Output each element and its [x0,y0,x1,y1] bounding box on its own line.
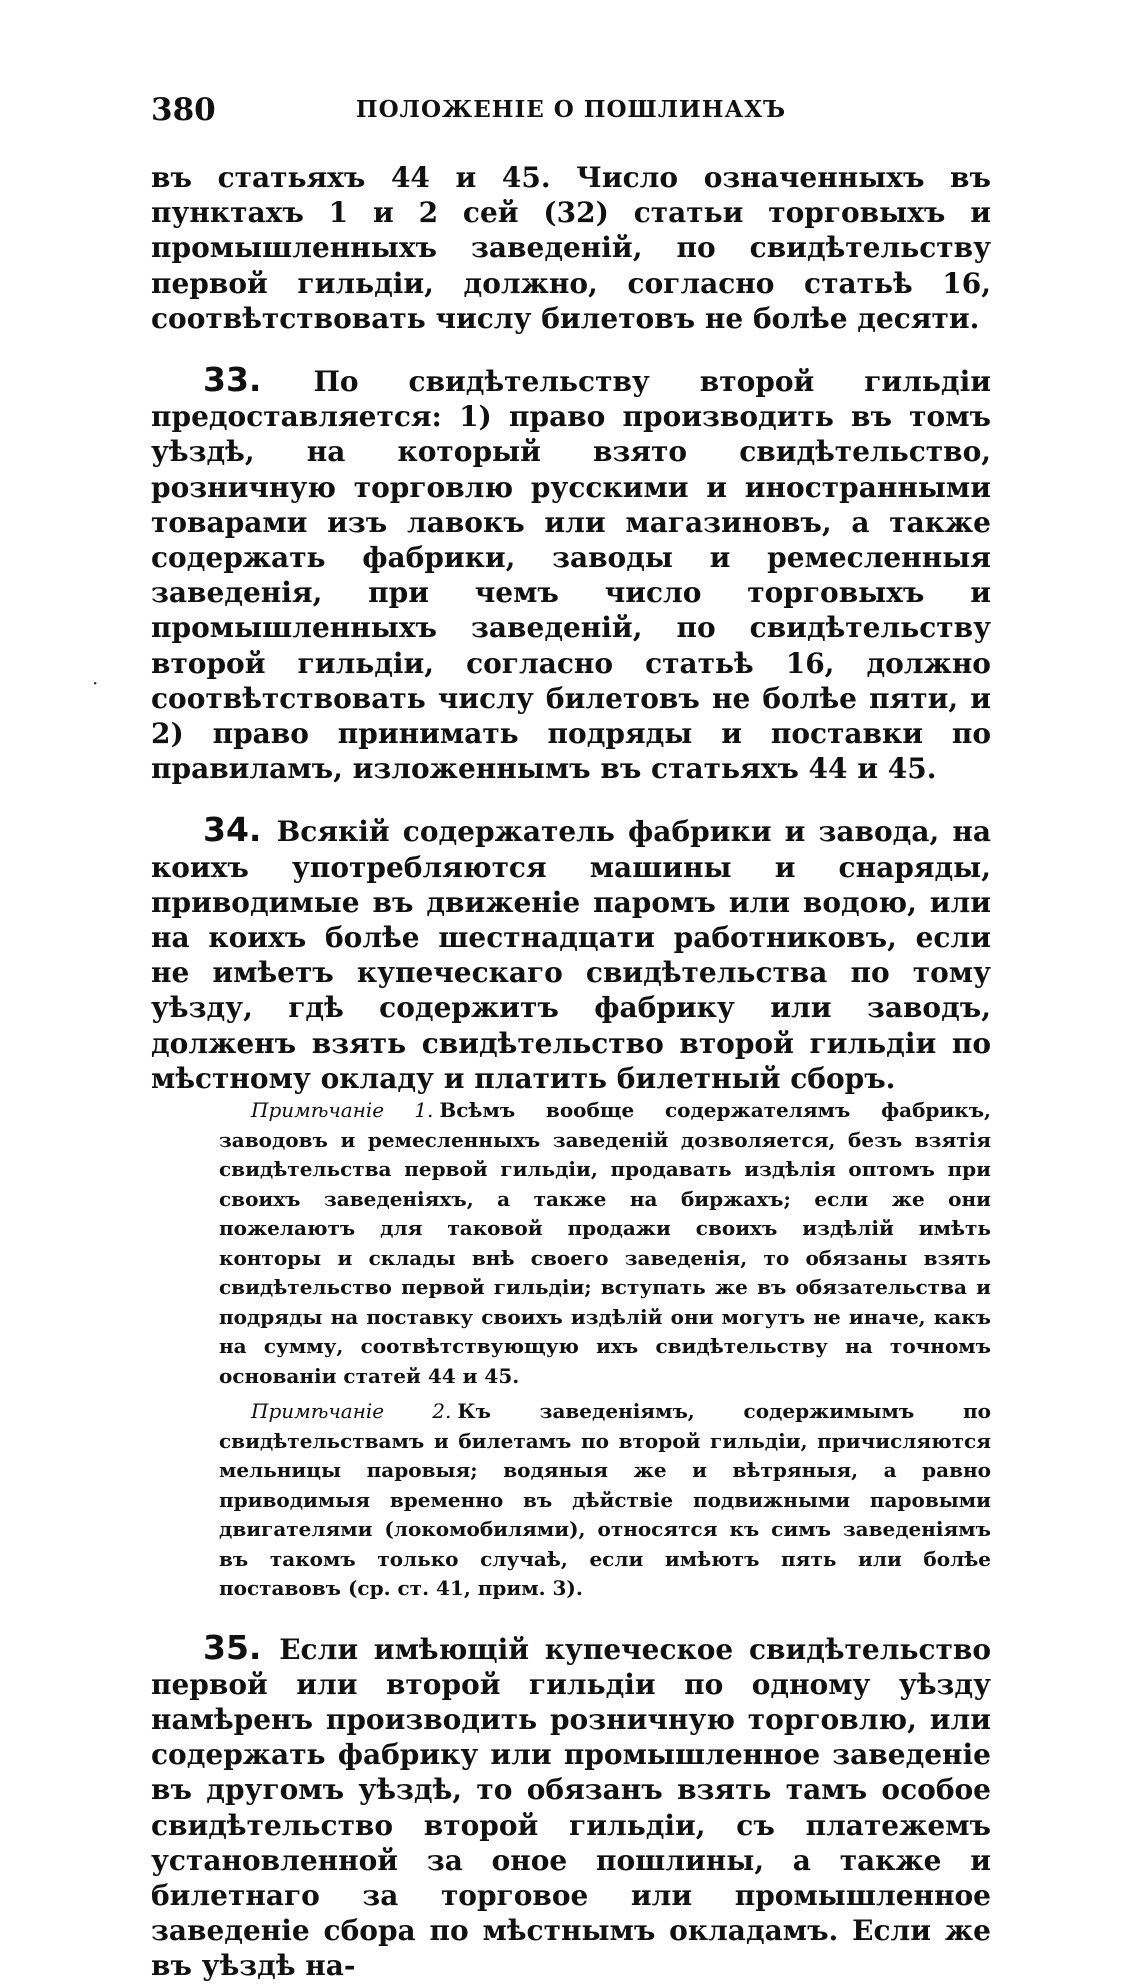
article-35-text: Если имѣющій купеческое свидѣтельство первой или второй гильдіи по одному уѣзду намѣренъ производить розничную торговлю, или содержать фабрику или промышленное заведеніе въ другомъ уѣздѣ, то обязанъ взять тамъ особое свидѣтельство второй гильдіи, съ платежемъ установленной за оное пошлины, а также и билетнаго за торговое или промышленное заведеніе сбора по мѣстнымъ окладамъ. Если же въ уѣздѣ на- [151,1632,991,1983]
note-1 [219,1096,991,1391]
article-34 [151,812,991,1096]
paragraph-intro: въ статьяхъ 44 и 45. Число означенныхъ въ пунктахъ 1 и 2 сей (32) статьи торговыхъ и промышленныхъ заведеній, по свидѣтельству первой гильдіи, должно, согласно статьѣ 16, соотвѣтствовать числу билетовъ не болѣе десяти. [151,161,991,335]
article-35-number: 35. [203,1627,262,1667]
article-35 [151,1627,991,1984]
note-2-label: Примѣчаніе 2. [251,1399,452,1424]
page-number: 380 [151,92,216,128]
note-2-text: Къ заведеніямъ, содержимымъ по свидѣтельствамъ и билетамъ по второй гильдіи, причисляются мельницы паровыя; водяныя же и вѣтряныя, а равно приводимыя временно въ дѣйствіе подвижными паровыми двигателями (локомобилями), относятся къ симъ заведеніямъ въ такомъ только случаѣ, если имѣютъ пять или болѣе поставовъ (ср. ст. 41, прим. 3). [219,1399,991,1601]
margin-mark: · [92,671,99,695]
article-34-number: 34. [203,810,262,850]
note-1-label: Примѣчаніе 1. [251,1098,434,1123]
article-33-text: По свидѣтельству второй гильдіи предоставляется: 1) право производить въ томъ уѣздѣ, на который взято свидѣтельство, розничную торговлю русскими и иностранными товарами изъ лавокъ или магазиновъ, а также содержать фабрики, заводы и ремесленныя заведенія, при чемъ число торговыхъ и промышленныхъ заведеній, по свидѣтельству второй гильдіи, согласно статьѣ 16, должно соотвѣтствовать числу билетовъ не болѣе пяти, и 2) право принимать подряды и поставки по правиламъ, изложеннымъ въ статьяхъ 44 и 45. [151,365,991,786]
article-33-number: 33. [203,360,262,400]
running-title: ПОЛОЖЕНІЕ О ПОШЛИНАХЪ [355,96,787,123]
article-34-text: Всякій содержатель фабрики и завода, на коихъ употребляются машины и снаряды, приводимые въ движеніе паромъ или водою, или на коихъ болѣе шестнадцати работниковъ, если не имѣетъ купеческаго свидѣтельства по тому уѣзду, гдѣ содержитъ фабрику или заводъ, долженъ взять свидѣтельство второй гильдіи по мѣстному окладу и платить билетный сборъ. [151,815,992,1095]
page-header [151,92,991,132]
note-1-text: Всѣмъ вообще содержателямъ фабрикъ, заводовъ и ремесленныхъ заведеній дозволяется, безъ взятія свидѣтельства первой гильдіи, продавать издѣлія оптомъ при своихъ заведеніяхъ, а также на биржахъ; если же они пожелаютъ для таковой продажи своихъ издѣлій имѣть конторы и склады внѣ своего заведенія, то обязаны взять свидѣтельство первой гильдіи; вступать же въ обязательства и подряды на поставку своихъ издѣлій они могутъ не иначе, какъ на сумму, соотвѣтствующую ихъ свидѣтельству на точномъ основаніи статей 44 и 45. [219,1098,991,1388]
page-body [151,160,991,1984]
note-2 [219,1397,991,1604]
article-33 [151,362,991,786]
